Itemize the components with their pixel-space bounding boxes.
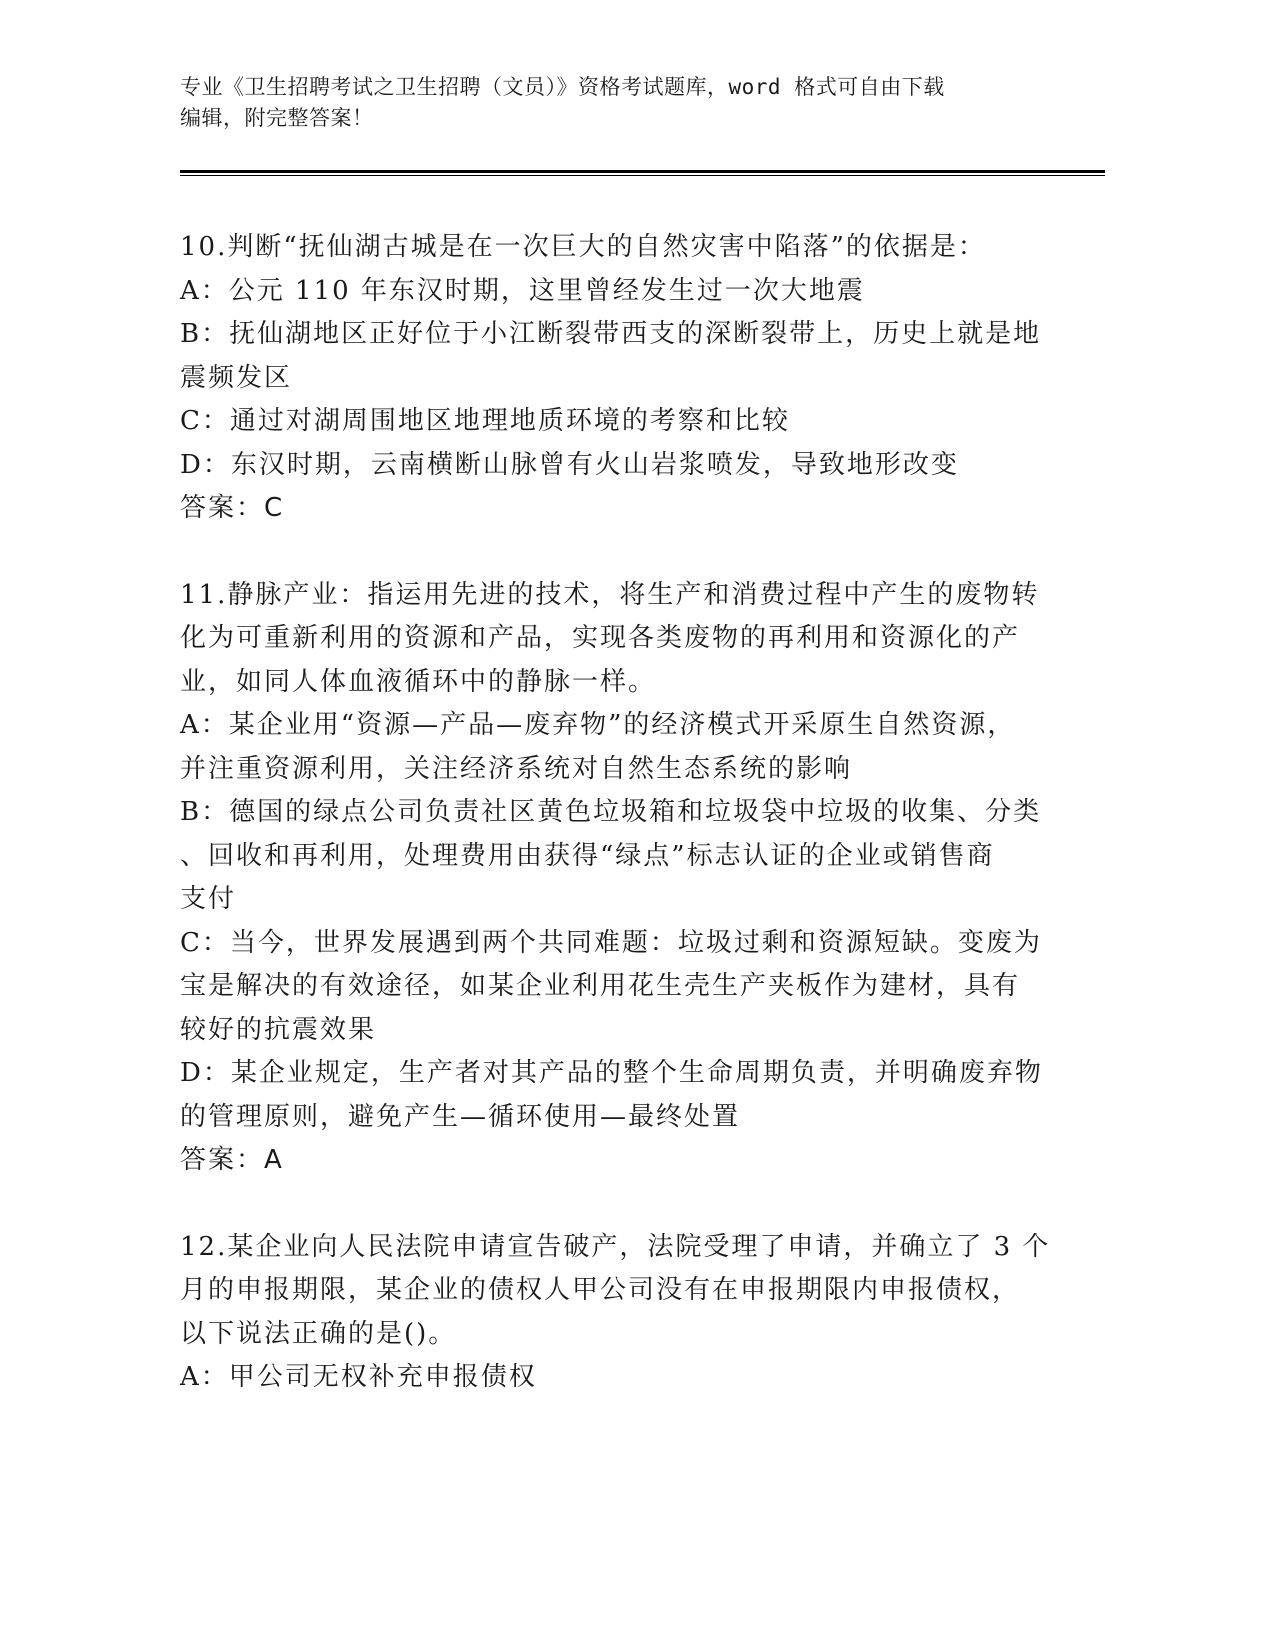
question-stem: 10.判断“抚仙湖古城是在一次巨大的自然灾害中陷落”的依据是： [180, 232, 986, 262]
question-stem-cont: 化为可重新利用的资源和产品，实现各类废物的再利用和资源化的产 [180, 623, 1021, 653]
question-spacer [180, 531, 1040, 574]
option-a: A：某企业用“资源—产品—废弃物”的经济模式开采原生自然资源， [180, 710, 1016, 740]
option-d-cont: 的管理原则，避免产生—循环使用—最终处置 [180, 1101, 741, 1132]
header-rule-thin [180, 175, 1105, 176]
question-spacer [180, 1183, 1040, 1226]
option-a: A：甲公司无权补充申报债权 [180, 1362, 537, 1392]
option-b-cont: 支付 [180, 884, 237, 914]
option-d: D：东汉时期，云南横断山脉曾有火山岩浆喷发，导致地形改变 [180, 449, 959, 480]
header-rule-thick [180, 170, 1105, 173]
option-b: B：抚仙湖地区正好位于小江断裂带西支的深断裂带上，历史上就是地 [180, 319, 1042, 349]
option-b-cont: 震频发区 [180, 362, 293, 393]
option-c: C：通过对湖周围地区地理地质环境的考察和比较 [180, 406, 790, 436]
question-stem-cont: 以下说法正确的是()。 [180, 1318, 457, 1349]
question-12 [180, 1226, 1051, 1400]
document-header [180, 72, 1050, 134]
question-10 [180, 226, 1040, 531]
header-line-1: 专业《卫生招聘考试之卫生招聘（文员）》资格考试题库，word 格式可自由下载 [180, 75, 945, 99]
question-stem-cont: 业，如同人体血液循环中的静脉一样。 [180, 666, 657, 697]
option-c-cont: 较好的抗震效果 [180, 1014, 377, 1045]
option-d: D：某企业规定，生产者对其产品的整个生命周期负责，并明确废弃物 [180, 1058, 1043, 1088]
option-b-cont: 、回收和再利用，处理费用由获得“绿点”标志认证的企业或销售商 [180, 840, 995, 871]
question-stem: 11.静脉产业：指运用先进的技术，将生产和消费过程中产生的废物转 [180, 579, 1040, 610]
question-11 [180, 574, 1043, 1183]
option-a-cont: 并注重资源利用，关注经济系统对自然生态系统的影响 [180, 753, 853, 784]
option-c-cont: 宝是解决的有效途径，如某企业利用花生壳生产夹板作为建材，具有 [180, 971, 1021, 1001]
header-line-2: 编辑，附完整答案！ [180, 106, 374, 130]
question-stem: 12.某企业向人民法院申请宣告破产，法院受理了申请，并确立了 3 个 [180, 1231, 1051, 1262]
question-stem-cont: 月的申报期限，某企业的债权人甲公司没有在申报期限内申报债权， [180, 1275, 1021, 1305]
question-list [180, 226, 1051, 1400]
option-b: B：德国的绿点公司负责社区黄色垃圾箱和垃圾袋中垃圾的收集、分类 [180, 797, 1042, 827]
answer-label: 答案：C [180, 493, 285, 523]
option-c: C：当今，世界发展遇到两个共同难题：垃圾过剩和资源短缺。变废为 [180, 927, 1042, 958]
answer-label: 答案：A [180, 1145, 284, 1175]
option-a: A：公元 110 年东汉时期，这里曾经发生过一次大地震 [180, 275, 865, 306]
